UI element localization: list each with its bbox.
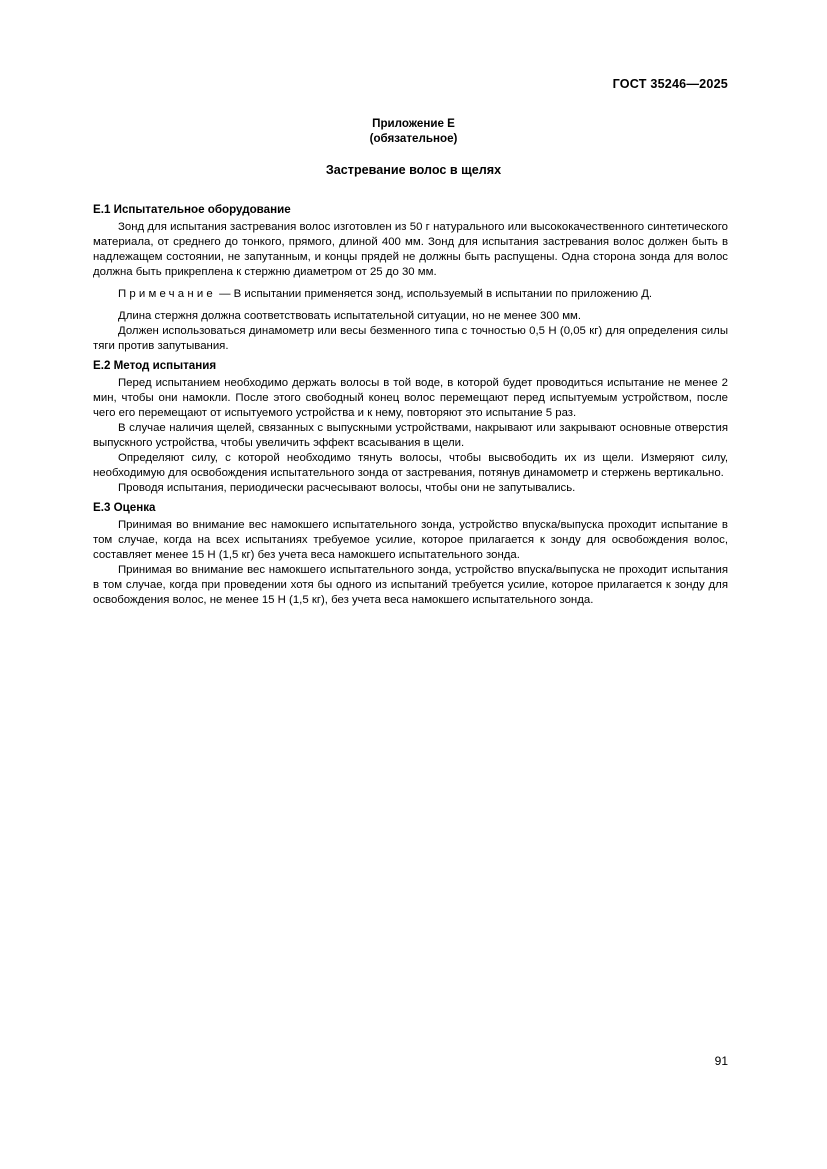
annex-title: Приложение Е <box>372 117 455 130</box>
document-body <box>93 202 728 608</box>
note-label: Примечание <box>118 288 216 300</box>
section-e2 <box>93 358 728 496</box>
section-e1-title: Е.1 Испытательное оборудование <box>93 203 291 216</box>
paragraph: Зонд для испытания застревания волос изготовлен из 50 г натурального или высококачественного синтетического материала, от среднего до тонкого, прямого, длиной 400 мм. Зонд для испытания застревания волос должен быть в надлежащем состоянии, не запутанным, и концы прядей не должны быть распущены. Одна сторона зонда для волос должна быть прикреплена к стержню диаметром от 25 до 30 мм. <box>93 221 728 278</box>
annex-title-block <box>0 116 827 146</box>
paragraph: В случае наличия щелей, связанных с выпускными устройствами, накрывают или закрывают основные отверстия выпускного устройства, чтобы увеличить эффект всасывания в щели. <box>93 422 728 449</box>
paragraph: Длина стержня должна соответствовать испытательной ситуации, но не менее 300 мм. <box>118 310 582 322</box>
document-code: ГОСТ 35246—2025 <box>612 77 728 91</box>
paragraph: Принимая во внимание вес намокшего испытательного зонда, устройство впуска/выпуска проходит испытание в том случае, когда на всех испытаниях требуемое усилие, которое прилагается к зонду для освобождения волос, составляет менее 15 Н (1,5 кг) без учета веса намокшего испытательного зонда. <box>93 519 728 561</box>
paragraph: Определяют силу, с которой необходимо тянуть волосы, чтобы высвободить их из щели. Измеряют силу, необходимую для освобождения испытательного зонда от застревания, потянув динамометр и стержень вертикально. <box>93 452 728 479</box>
paragraph: Принимая во внимание вес намокшего испытательного зонда, устройство впуска/выпуска не проходит испытания в том случае, когда при проведении хотя бы одного из испытаний требуется усилие, которое прилагается к зонду для освобождения волос, не менее 15 Н (1,5 кг), без учета веса намокшего испытательного зонда. <box>93 564 728 606</box>
page-number: 91 <box>714 1054 728 1068</box>
paragraph: Должен использоваться динамометр или весы безменного типа с точностью 0,5 Н (0,05 кг) для определения силы тяги против запутывания. <box>93 325 728 352</box>
section-e2-title: Е.2 Метод испытания <box>93 359 217 372</box>
paragraph: Проводя испытания, периодически расчесывают волосы, чтобы они не запутывались. <box>118 482 576 494</box>
annex-status: (обязательное) <box>369 132 458 145</box>
paragraph: Перед испытанием необходимо держать волосы в той воде, в которой будет проводиться испытание не менее 2 мин, чтобы они намокли. После этого свободный конец волос перемещают перед испытуемым устройством, после чего его перемещают от испытуемого устройства и к нему, повторяют это испытание 5 раз. <box>93 377 728 419</box>
note <box>93 287 728 302</box>
section-e3 <box>93 500 728 608</box>
section-e3-title: Е.3 Оценка <box>93 501 156 514</box>
section-e1 <box>93 202 728 354</box>
annex-heading: Застревание волос в щелях <box>325 163 502 177</box>
note-text: — В испытании применяется зонд, используемый в испытании по приложению Д. <box>215 288 653 300</box>
